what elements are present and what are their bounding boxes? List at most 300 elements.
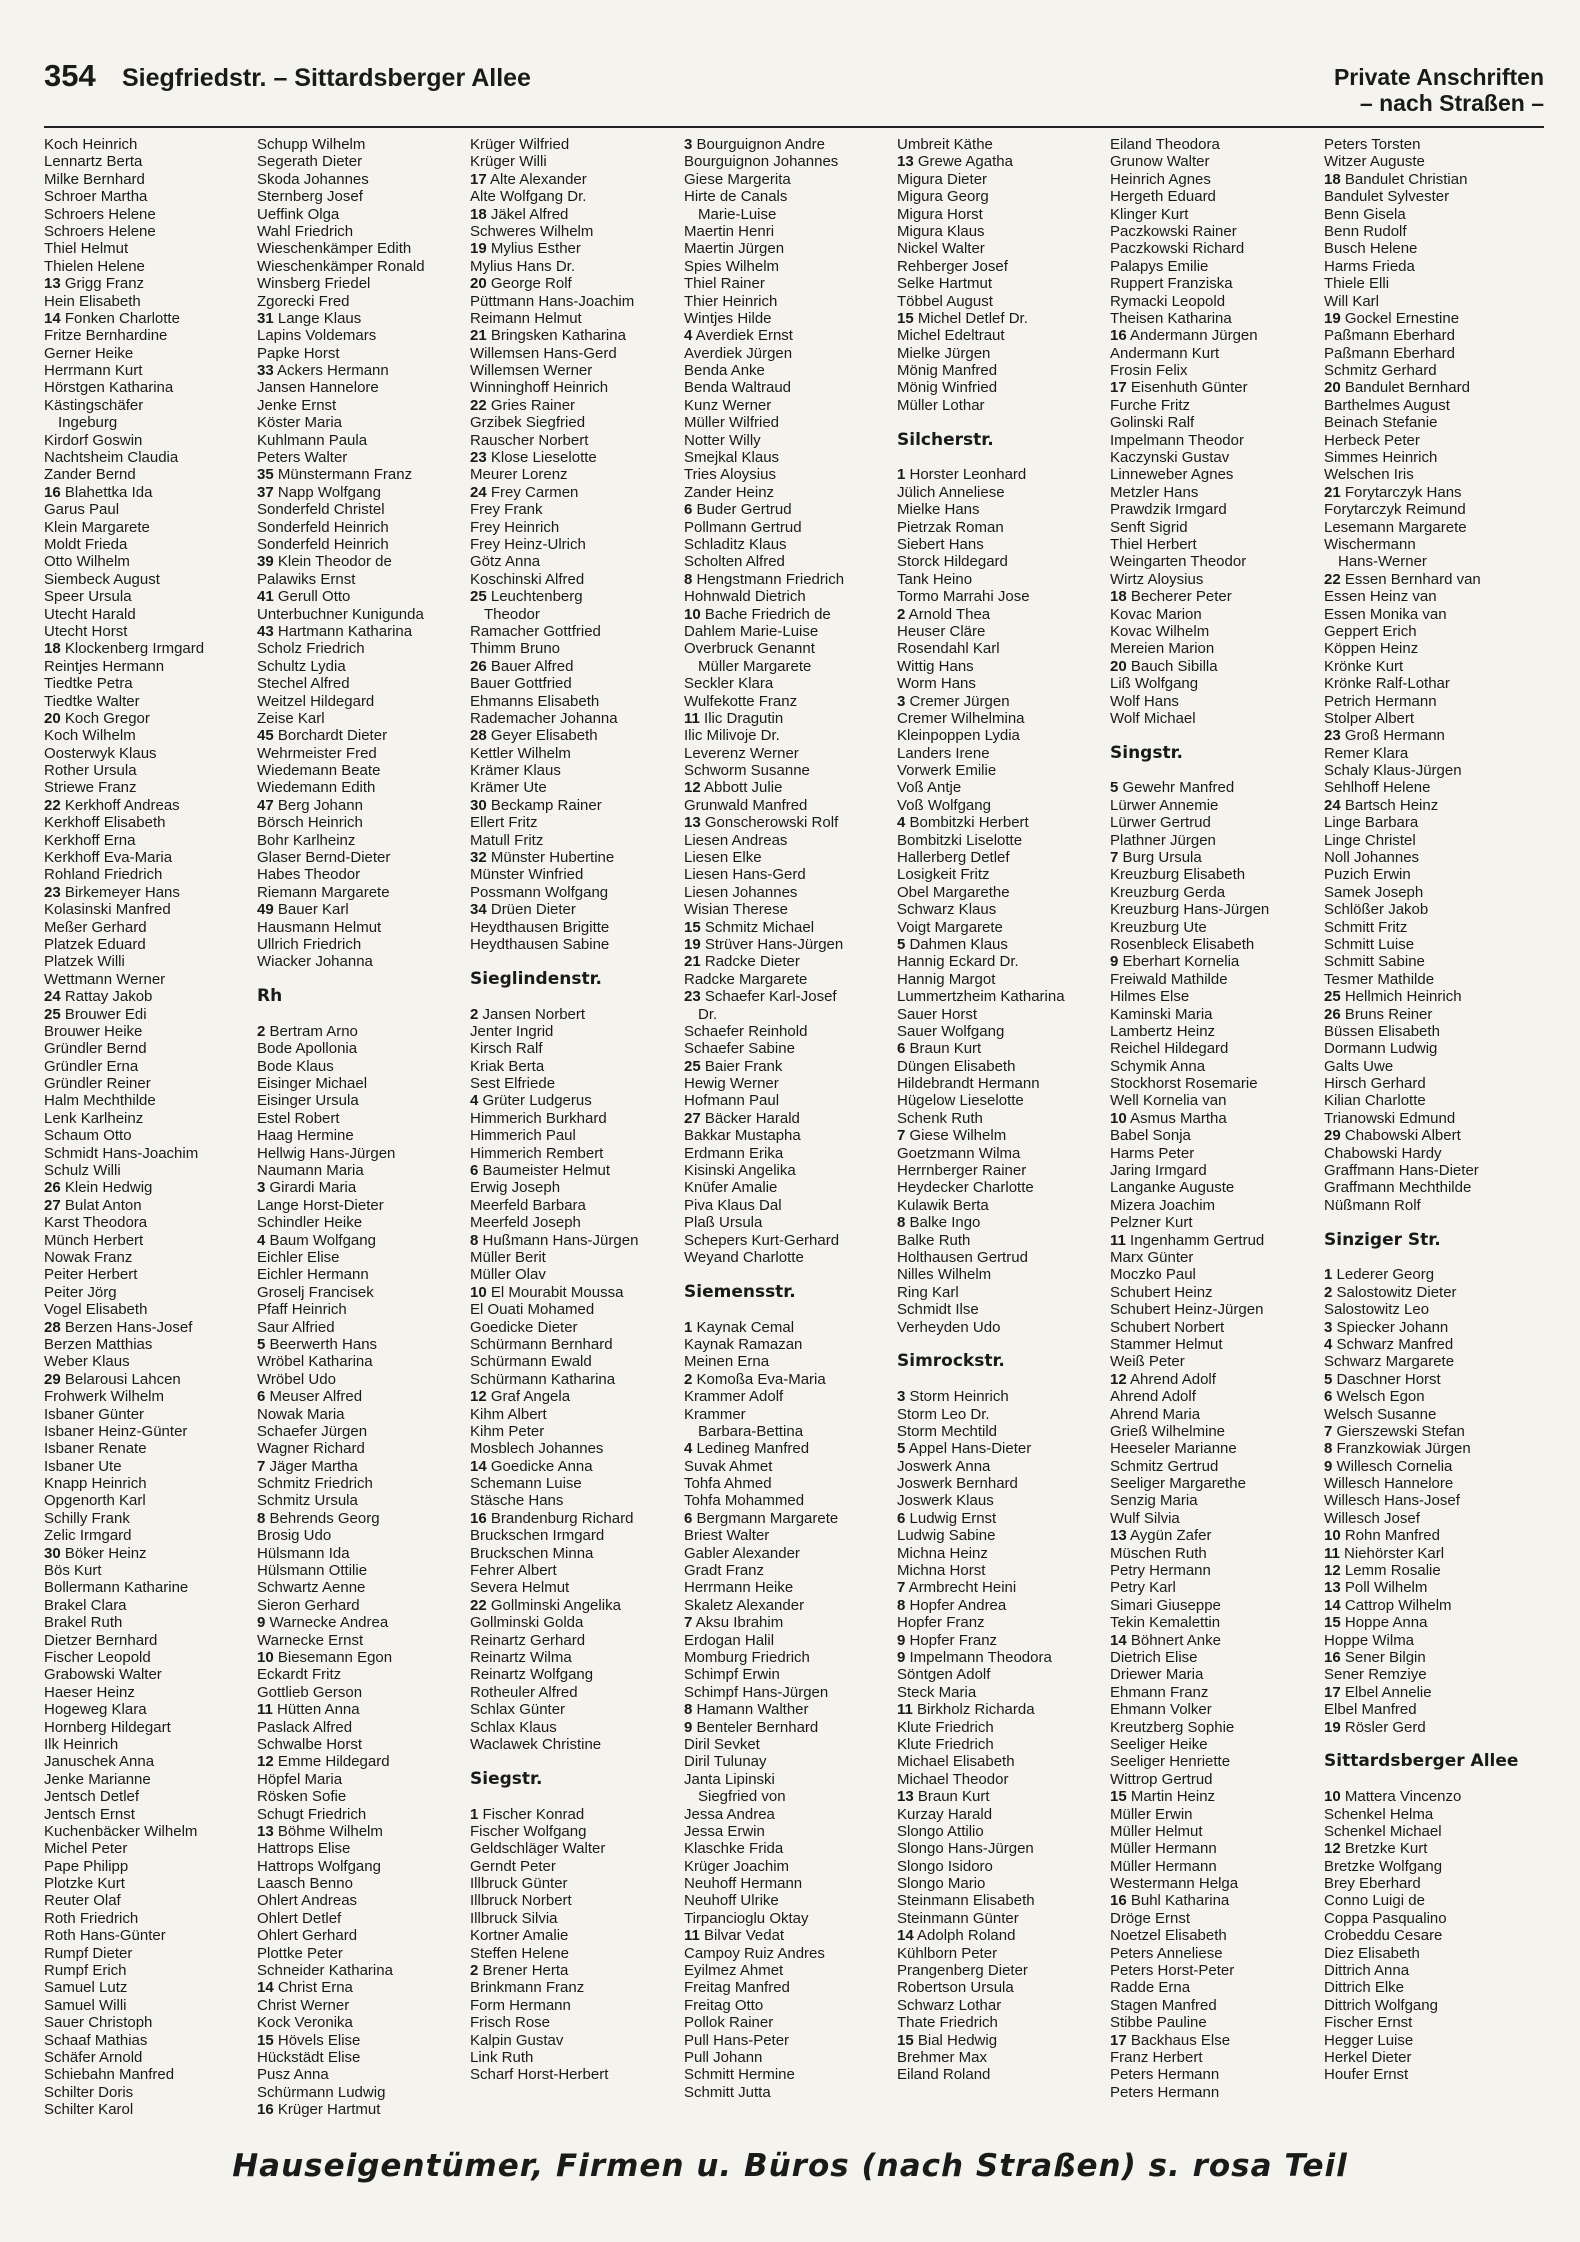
house-number: 10 bbox=[1324, 1788, 1341, 1806]
resident-entry: Sonderfeld Heinrich bbox=[257, 535, 389, 553]
resident-entry: Brey Eberhard bbox=[1324, 1875, 1421, 1893]
resident-entry: Pusz Anna bbox=[257, 2066, 329, 2084]
resident-entry: 5 Appel Hans-Dieter bbox=[897, 1440, 1032, 1458]
resident-entry: Lummertzheim Katharina bbox=[897, 988, 1065, 1006]
house-number: 20 bbox=[1324, 379, 1341, 397]
resident-entry: Schenkel Helma bbox=[1324, 1805, 1434, 1823]
page-title: Siegfriedstr. – Sittardsberger Allee bbox=[122, 64, 531, 92]
resident-entry: Metzler Hans bbox=[1110, 483, 1199, 501]
house-number: 20 bbox=[44, 709, 61, 727]
resident-entry: Scharf Horst-Herbert bbox=[470, 2066, 609, 2084]
house-number: 18 bbox=[44, 640, 61, 658]
resident-entry: Hellwig Hans-Jürgen bbox=[257, 1144, 396, 1162]
resident-entry: Ohlert Detlef bbox=[257, 1909, 342, 1927]
resident-entry: Moczko Paul bbox=[1110, 1266, 1196, 1284]
resident-entry: Többel August bbox=[897, 292, 993, 310]
house-number: 14 bbox=[1324, 1596, 1341, 1614]
house-number: 21 bbox=[1324, 483, 1341, 501]
house-number: 32 bbox=[470, 849, 487, 867]
resident-entry: Gerner Heike bbox=[44, 344, 134, 362]
resident-entry: 7 Burg Ursula bbox=[1110, 849, 1202, 867]
resident-entry: 6 Ludwig Ernst bbox=[897, 1509, 997, 1527]
resident-entry: Plotzke Kurt bbox=[44, 1875, 125, 1893]
resident-entry: Brouwer Heike bbox=[44, 1022, 143, 1040]
resident-entry: Salostowitz Leo bbox=[1324, 1301, 1430, 1319]
resident-entry: Siembeck August bbox=[44, 570, 160, 588]
house-number: 6 bbox=[897, 1509, 906, 1527]
house-number: 5 bbox=[257, 1335, 266, 1353]
resident-entry: Zander Heinz bbox=[684, 483, 775, 501]
resident-entry: 17 Elbel Annelie bbox=[1324, 1683, 1432, 1701]
resident-entry: Müller Lothar bbox=[897, 396, 985, 414]
resident-entry: Bakkar Mustapha bbox=[684, 1127, 801, 1145]
house-number: 7 bbox=[1110, 849, 1119, 867]
house-number: 7 bbox=[684, 1614, 693, 1632]
resident-entry: Götz Anna bbox=[470, 553, 541, 571]
spacer bbox=[1324, 1736, 1532, 1753]
resident-entry: Reuter Olaf bbox=[44, 1892, 121, 1910]
resident-entry: 22 Essen Bernhard van bbox=[1324, 570, 1481, 588]
resident-entry: Dormann Ludwig bbox=[1324, 1040, 1438, 1058]
resident-entry: Hornberg Hildegart bbox=[44, 1718, 171, 1736]
resident-entry: Himmerich Rembert bbox=[470, 1144, 604, 1162]
resident-entry: Segerath Dieter bbox=[257, 153, 363, 171]
resident-entry: Migura Horst bbox=[897, 205, 983, 223]
spacer bbox=[1324, 1249, 1532, 1266]
resident-entry: Slongo Isidoro bbox=[897, 1857, 993, 1875]
resident-entry: Hohnwald Dietrich bbox=[684, 588, 806, 606]
resident-entry: Maertin Jürgen bbox=[684, 240, 785, 258]
resident-entry: Wolf Michael bbox=[1110, 709, 1196, 727]
resident-entry: 25 Leuchtenberg bbox=[470, 588, 583, 606]
house-number: 21 bbox=[470, 327, 487, 345]
resident-entry: Golinski Ralf bbox=[1110, 414, 1195, 432]
resident-entry: Glaser Bernd-Dieter bbox=[257, 849, 391, 867]
resident-entry: Benda Anke bbox=[684, 362, 765, 380]
resident-entry: Senzig Maria bbox=[1110, 1492, 1198, 1510]
resident-entry: 7 Giese Wilhelm bbox=[897, 1127, 1007, 1145]
resident-entry: Cremer Wilhelmina bbox=[897, 709, 1025, 727]
house-number: 20 bbox=[470, 275, 487, 293]
resident-entry: Reimann Helmut bbox=[470, 309, 582, 327]
house-number: 19 bbox=[684, 935, 701, 953]
resident-entry: Reinartz Wilma bbox=[470, 1648, 572, 1666]
resident-entry: Schaefer Sabine bbox=[684, 1040, 795, 1058]
resident-entry: Kerkhoff Erna bbox=[44, 831, 136, 849]
resident-entry: Prangenberg Dieter bbox=[897, 1962, 1028, 1980]
resident-entry: Laasch Benno bbox=[257, 1875, 353, 1893]
resident-entry: 16 Blahettka Ida bbox=[44, 483, 153, 501]
resident-entry: 16 Andermann Jürgen bbox=[1110, 327, 1258, 345]
house-number: 5 bbox=[1324, 1370, 1333, 1388]
resident-entry: 9 Warnecke Andrea bbox=[257, 1614, 389, 1632]
house-number: 5 bbox=[1110, 779, 1119, 797]
street-heading: Simrockstr. bbox=[897, 1353, 1005, 1371]
resident-entry: Gottlieb Gerson bbox=[257, 1683, 363, 1701]
resident-entry: Jansen Hannelore bbox=[257, 379, 379, 397]
resident-entry: Impelmann Theodor bbox=[1110, 431, 1244, 449]
resident-entry: 11 Ingenhamm Gertrud bbox=[1110, 1231, 1265, 1249]
house-number: 1 bbox=[1324, 1266, 1333, 1284]
resident-entry: Benn Rudolf bbox=[1324, 222, 1407, 240]
resident-entry: 17 Eisenhuth Günter bbox=[1110, 379, 1248, 397]
resident-entry: Grzibek Siegfried bbox=[470, 414, 586, 432]
spacer bbox=[1324, 1771, 1532, 1788]
resident-entry: Schmitt Sabine bbox=[1324, 953, 1425, 971]
resident-entry: 27 Bäcker Harald bbox=[684, 1109, 800, 1127]
resident-entry: Hewig Werner bbox=[684, 1075, 779, 1093]
resident-entry: Benn Gisela bbox=[1324, 205, 1406, 223]
entry-continuation: Dr. bbox=[698, 1005, 718, 1023]
resident-entry: 19 Gockel Ernestine bbox=[1324, 309, 1460, 327]
resident-entry: Busch Helene bbox=[1324, 240, 1418, 258]
directory-column bbox=[1324, 136, 1532, 2084]
resident-entry: Robertson Ursula bbox=[897, 1979, 1014, 1997]
entry-continuation: Siegfried von bbox=[698, 1788, 786, 1806]
resident-entry: Kästingschäfer bbox=[44, 396, 144, 414]
resident-entry: Hein Elisabeth bbox=[44, 292, 141, 310]
resident-entry: Ellert Fritz bbox=[470, 814, 538, 832]
resident-entry: Ahrend Maria bbox=[1110, 1405, 1201, 1423]
house-number: 2 bbox=[470, 1962, 479, 1980]
resident-entry: Seckler Klara bbox=[684, 675, 774, 693]
resident-entry: Lange Horst-Dieter bbox=[257, 1196, 384, 1214]
resident-entry: Houfer Ernst bbox=[1324, 2066, 1409, 2084]
resident-entry: Willesch Josef bbox=[1324, 1509, 1420, 1527]
resident-entry: Goetzmann Wilma bbox=[897, 1144, 1021, 1162]
resident-entry: 14 Christ Erna bbox=[257, 1979, 353, 1997]
resident-entry: Rumpf Dieter bbox=[44, 1944, 133, 1962]
spacer bbox=[470, 953, 678, 970]
house-number: 4 bbox=[257, 1231, 266, 1249]
resident-entry: Dittrich Elke bbox=[1324, 1979, 1405, 1997]
resident-entry: Bretzke Wolfgang bbox=[1324, 1857, 1443, 1875]
resident-entry: Siebert Hans bbox=[897, 535, 984, 553]
resident-entry: Langanke Auguste bbox=[1110, 1179, 1235, 1197]
street-heading: Siegstr. bbox=[470, 1770, 543, 1789]
resident-entry: Fritze Bernhardine bbox=[44, 327, 168, 345]
resident-entry: Matull Fritz bbox=[470, 831, 544, 849]
resident-entry: 18 Jäkel Alfred bbox=[470, 205, 569, 223]
house-number: 8 bbox=[257, 1509, 266, 1527]
house-number: 15 bbox=[257, 2031, 274, 2049]
resident-entry: 12 Graf Angela bbox=[470, 1388, 571, 1406]
resident-entry: Karst Theodora bbox=[44, 1214, 148, 1232]
house-number: 45 bbox=[257, 727, 274, 745]
resident-entry: 20 Koch Gregor bbox=[44, 709, 150, 727]
resident-entry: Plathner Jürgen bbox=[1110, 831, 1216, 849]
resident-entry: Wiedemann Beate bbox=[257, 762, 381, 780]
house-number: 6 bbox=[1324, 1388, 1333, 1406]
resident-entry: 6 Baumeister Helmut bbox=[470, 1162, 611, 1180]
resident-entry: Joswerk Klaus bbox=[897, 1492, 994, 1510]
resident-entry: Possmann Wolfgang bbox=[470, 883, 609, 901]
house-number: 13 bbox=[257, 1822, 274, 1840]
resident-entry: Pape Philipp bbox=[44, 1857, 129, 1875]
resident-entry: Rosendahl Karl bbox=[897, 640, 1000, 658]
resident-entry: Notter Willy bbox=[684, 431, 761, 449]
house-number: 27 bbox=[44, 1196, 61, 1214]
resident-entry: Crobeddu Cesare bbox=[1324, 1927, 1443, 1945]
resident-entry: Bandulet Sylvester bbox=[1324, 188, 1450, 206]
resident-entry: Schürmann Ewald bbox=[470, 1353, 592, 1371]
resident-entry: Schworm Susanne bbox=[684, 762, 810, 780]
resident-entry: Schepers Kurt-Gerhard bbox=[684, 1231, 840, 1249]
resident-entry: Wirtz Aloysius bbox=[1110, 570, 1204, 588]
house-number: 11 bbox=[897, 1701, 913, 1719]
resident-entry: Peters Walter bbox=[257, 449, 348, 467]
resident-entry: Ehmann Volker bbox=[1110, 1701, 1212, 1719]
resident-entry: Hergeth Eduard bbox=[1110, 188, 1216, 206]
resident-entry: Gerndt Peter bbox=[470, 1857, 556, 1875]
house-number: 49 bbox=[257, 901, 274, 919]
resident-entry: Hirte de Canals bbox=[684, 188, 788, 206]
resident-entry: Klinger Kurt bbox=[1110, 205, 1189, 223]
resident-entry: Schaum Otto bbox=[44, 1127, 132, 1145]
resident-entry: 43 Hartmann Katharina bbox=[257, 622, 413, 640]
resident-entry: Eyilmez Ahmet bbox=[684, 1962, 784, 1980]
resident-entry: Weingarten Theodor bbox=[1110, 553, 1247, 571]
resident-entry: Graffmann Hans-Dieter bbox=[1324, 1162, 1479, 1180]
resident-entry: Beinach Stefanie bbox=[1324, 414, 1438, 432]
resident-entry: 34 Drüen Dieter bbox=[470, 901, 576, 919]
resident-entry: Gründler Reiner bbox=[44, 1075, 151, 1093]
resident-entry: Dröge Ernst bbox=[1110, 1909, 1191, 1927]
resident-entry: Kirdorf Goswin bbox=[44, 431, 143, 449]
resident-entry: 13 Gonscherowski Rolf bbox=[684, 814, 839, 832]
resident-entry: 13 Grewe Agatha bbox=[897, 153, 1013, 171]
resident-entry: 11 Ilic Dragutin bbox=[684, 709, 784, 727]
resident-entry: Weiß Peter bbox=[1110, 1353, 1185, 1371]
resident-entry: Wieschenkämper Edith bbox=[257, 240, 412, 258]
resident-entry: Voß Antje bbox=[897, 779, 962, 797]
resident-entry: Krönke Ralf-Lothar bbox=[1324, 675, 1450, 693]
resident-entry: Kreuzburg Hans-Jürgen bbox=[1110, 901, 1270, 919]
resident-entry: Ohlert Gerhard bbox=[257, 1927, 358, 1945]
house-number: 8 bbox=[897, 1214, 906, 1232]
resident-entry: 39 Klein Theodor de bbox=[257, 553, 392, 571]
resident-entry: Köster Maria bbox=[257, 414, 343, 432]
house-number: 3 bbox=[897, 1388, 906, 1406]
resident-entry: Schlößer Jakob bbox=[1324, 901, 1429, 919]
resident-entry: Fischer Leopold bbox=[44, 1648, 151, 1666]
spacer bbox=[684, 1301, 892, 1318]
house-number: 25 bbox=[470, 588, 487, 606]
resident-entry: Jentsch Detlef bbox=[44, 1788, 140, 1806]
directory-column bbox=[44, 136, 252, 2119]
resident-entry: Peiter Jörg bbox=[44, 1283, 117, 1301]
resident-entry: Palapys Emilie bbox=[1110, 257, 1209, 275]
resident-entry: Schmidt Hans-Joachim bbox=[44, 1144, 199, 1162]
resident-entry: Michel Edeltraut bbox=[897, 327, 1005, 345]
resident-entry: Haag Hermine bbox=[257, 1127, 354, 1145]
resident-entry: Weyand Charlotte bbox=[684, 1249, 804, 1266]
resident-entry: 11 Hütten Anna bbox=[257, 1701, 360, 1719]
resident-entry: Voß Wolfgang bbox=[897, 796, 991, 814]
resident-entry: Schulz Willi bbox=[44, 1162, 121, 1180]
resident-entry: Mielke Jürgen bbox=[897, 344, 991, 362]
resident-entry: 3 Cremer Jürgen bbox=[897, 692, 1010, 710]
house-number: 5 bbox=[897, 935, 906, 953]
house-number: 9 bbox=[897, 1648, 906, 1666]
resident-entry: Schmitz Ursula bbox=[257, 1492, 358, 1510]
resident-entry: Schneider Katharina bbox=[257, 1962, 393, 1980]
resident-entry: Seeliger Heike bbox=[1110, 1735, 1208, 1753]
resident-entry: Himmerich Burkhard bbox=[470, 1109, 607, 1127]
resident-entry: Scholten Alfred bbox=[684, 553, 785, 571]
resident-entry: Platzek Willi bbox=[44, 953, 125, 971]
resident-entry: Schroers Helene bbox=[44, 222, 156, 240]
resident-entry: Schiebahn Manfred bbox=[44, 2066, 175, 2084]
resident-entry: 12 Lemm Rosalie bbox=[1324, 1562, 1441, 1580]
resident-entry: Schmitz Gerhard bbox=[1324, 362, 1437, 380]
resident-entry: Rademacher Johanna bbox=[470, 709, 618, 727]
resident-entry: Peters Torsten bbox=[1324, 136, 1421, 153]
house-number: 22 bbox=[470, 1596, 487, 1614]
house-number: 4 bbox=[1324, 1335, 1333, 1353]
resident-entry: Andermann Kurt bbox=[1110, 344, 1220, 362]
street-heading: Siemensstr. bbox=[684, 1283, 796, 1302]
resident-entry: Noetzel Elisabeth bbox=[1110, 1927, 1227, 1945]
resident-entry: 21 Radcke Dieter bbox=[684, 953, 800, 971]
resident-entry: Fischer Wolfgang bbox=[470, 1822, 587, 1840]
house-number: 1 bbox=[470, 1805, 479, 1823]
resident-entry: Stolper Albert bbox=[1324, 709, 1415, 727]
resident-entry: Willesch Hans-Josef bbox=[1324, 1492, 1460, 1510]
resident-entry: 15 Hoppe Anna bbox=[1324, 1614, 1428, 1632]
resident-entry: Schürmann Bernhard bbox=[470, 1335, 613, 1353]
section-title bbox=[1334, 64, 1544, 116]
resident-entry: Stäsche Hans bbox=[470, 1492, 564, 1510]
spacer bbox=[1110, 762, 1318, 779]
resident-entry: Ehmann Franz bbox=[1110, 1683, 1209, 1701]
resident-entry: Barthelmes August bbox=[1324, 396, 1450, 414]
house-number: 12 bbox=[470, 1388, 487, 1406]
resident-entry: Jenke Marianne bbox=[44, 1770, 151, 1788]
resident-entry: Herrmann Heike bbox=[684, 1579, 794, 1597]
house-number: 10 bbox=[684, 605, 701, 623]
house-number: 26 bbox=[470, 657, 487, 675]
directory-column bbox=[257, 136, 465, 2119]
resident-entry: Mizera Joachim bbox=[1110, 1196, 1216, 1214]
resident-entry: 6 Welsch Egon bbox=[1324, 1388, 1425, 1406]
resident-entry: Illbruck Norbert bbox=[470, 1892, 572, 1910]
resident-entry: Geldschläger Walter bbox=[470, 1840, 606, 1858]
house-number: 4 bbox=[897, 814, 906, 832]
house-number: 21 bbox=[684, 953, 701, 971]
resident-entry: Storm Mechtild bbox=[897, 1422, 998, 1440]
spacer bbox=[1324, 1214, 1532, 1231]
resident-entry: Driewer Maria bbox=[1110, 1666, 1204, 1684]
resident-entry: Hogeweg Klara bbox=[44, 1701, 147, 1719]
resident-entry: 13 Aygün Zafer bbox=[1110, 1527, 1212, 1545]
resident-entry: Diez Elisabeth bbox=[1324, 1944, 1420, 1962]
house-number: 12 bbox=[1324, 1562, 1341, 1580]
resident-entry: Schindler Heike bbox=[257, 1214, 363, 1232]
resident-entry: 10 Bache Friedrich de bbox=[684, 605, 831, 623]
resident-entry: 17 Alte Alexander bbox=[470, 170, 587, 188]
resident-entry: Rumpf Erich bbox=[44, 1962, 127, 1980]
resident-entry: Gründler Bernd bbox=[44, 1040, 147, 1058]
resident-entry: Himmerich Paul bbox=[470, 1127, 576, 1145]
house-number: 25 bbox=[1324, 988, 1341, 1006]
resident-entry: Liesen Andreas bbox=[684, 831, 788, 849]
resident-entry: Joswerk Anna bbox=[897, 1457, 991, 1475]
resident-entry: Brosig Udo bbox=[257, 1527, 332, 1545]
resident-entry: Schaaf Mathias bbox=[44, 2031, 148, 2049]
resident-entry: Hilmes Else bbox=[1110, 988, 1190, 1006]
house-number: 9 bbox=[1324, 1457, 1333, 1475]
resident-entry: Kihm Peter bbox=[470, 1422, 545, 1440]
resident-entry: Jentsch Ernst bbox=[44, 1805, 135, 1823]
resident-entry: Sener Remziye bbox=[1324, 1666, 1427, 1684]
resident-entry: Jülich Anneliese bbox=[897, 483, 1005, 501]
resident-entry: Samuel Lutz bbox=[44, 1979, 128, 1997]
resident-entry: Schimpf Erwin bbox=[684, 1666, 780, 1684]
resident-entry: 4 Grüter Ludgerus bbox=[470, 1092, 592, 1110]
resident-entry: Hegger Luise bbox=[1324, 2031, 1414, 2049]
resident-entry: Stibbe Pauline bbox=[1110, 2014, 1207, 2032]
resident-entry: Tormo Marrahi Jose bbox=[897, 588, 1030, 606]
resident-entry: Essen Heinz van bbox=[1324, 588, 1437, 606]
resident-entry: 5 Gewehr Manfred bbox=[1110, 779, 1235, 797]
house-number: 13 bbox=[44, 275, 61, 293]
resident-entry: Platzek Eduard bbox=[44, 935, 146, 953]
resident-entry: Babel Sonja bbox=[1110, 1127, 1191, 1145]
resident-entry: Harms Peter bbox=[1110, 1144, 1195, 1162]
resident-entry: Rother Ursula bbox=[44, 762, 137, 780]
section-title-line1: Private Anschriften bbox=[1333, 64, 1544, 90]
house-number: 11 bbox=[684, 709, 700, 727]
resident-entry: Hattrops Wolfgang bbox=[257, 1857, 381, 1875]
house-number: 31 bbox=[257, 309, 274, 327]
resident-entry: Dittrich Anna bbox=[1324, 1962, 1410, 1980]
resident-entry: Groselj Francisek bbox=[257, 1283, 374, 1301]
street-heading: Sinziger Str. bbox=[1324, 1231, 1441, 1249]
resident-entry: Galts Uwe bbox=[1324, 1057, 1394, 1075]
resident-entry: Schultz Lydia bbox=[257, 657, 346, 675]
house-number: 13 bbox=[684, 814, 701, 832]
resident-entry: 23 Schaefer Karl-Josef bbox=[684, 988, 837, 1006]
resident-entry: Söntgen Adolf bbox=[897, 1666, 991, 1684]
resident-entry: Pietrzak Roman bbox=[897, 518, 1004, 536]
resident-entry: Rauscher Norbert bbox=[470, 431, 589, 449]
resident-entry: Paßmann Eberhard bbox=[1324, 327, 1455, 345]
resident-entry: Michna Horst bbox=[897, 1562, 986, 1580]
resident-entry: 12 Emme Hildegard bbox=[257, 1753, 390, 1771]
resident-entry: 8 Hamann Walther bbox=[684, 1701, 809, 1719]
resident-entry: 9 Impelmann Theodora bbox=[897, 1648, 1052, 1666]
resident-entry: Coppa Pasqualino bbox=[1324, 1909, 1447, 1927]
resident-entry: Eckardt Fritz bbox=[257, 1666, 342, 1684]
resident-entry: Lennartz Berta bbox=[44, 153, 143, 171]
resident-entry: 9 Willesch Cornelia bbox=[1324, 1457, 1453, 1475]
spacer bbox=[470, 1753, 678, 1770]
resident-entry: Pull Johann bbox=[684, 2048, 763, 2066]
resident-entry: Mylius Hans Dr. bbox=[470, 257, 576, 275]
resident-entry: Nickel Walter bbox=[897, 240, 985, 258]
resident-entry: Tirpancioglu Oktay bbox=[684, 1909, 809, 1927]
resident-entry: 1 Fischer Konrad bbox=[470, 1805, 585, 1823]
resident-entry: Linge Christel bbox=[1324, 831, 1416, 849]
resident-entry: 14 Böhnert Anke bbox=[1110, 1631, 1221, 1649]
resident-entry: 24 Rattay Jakob bbox=[44, 988, 153, 1006]
house-number: 15 bbox=[1324, 1614, 1341, 1632]
resident-entry: Sest Elfriede bbox=[470, 1075, 556, 1093]
resident-entry: Sauer Christoph bbox=[44, 2014, 153, 2032]
resident-entry: Tohfa Mohammed bbox=[684, 1492, 805, 1510]
resident-entry: 19 Mylius Esther bbox=[470, 240, 581, 258]
